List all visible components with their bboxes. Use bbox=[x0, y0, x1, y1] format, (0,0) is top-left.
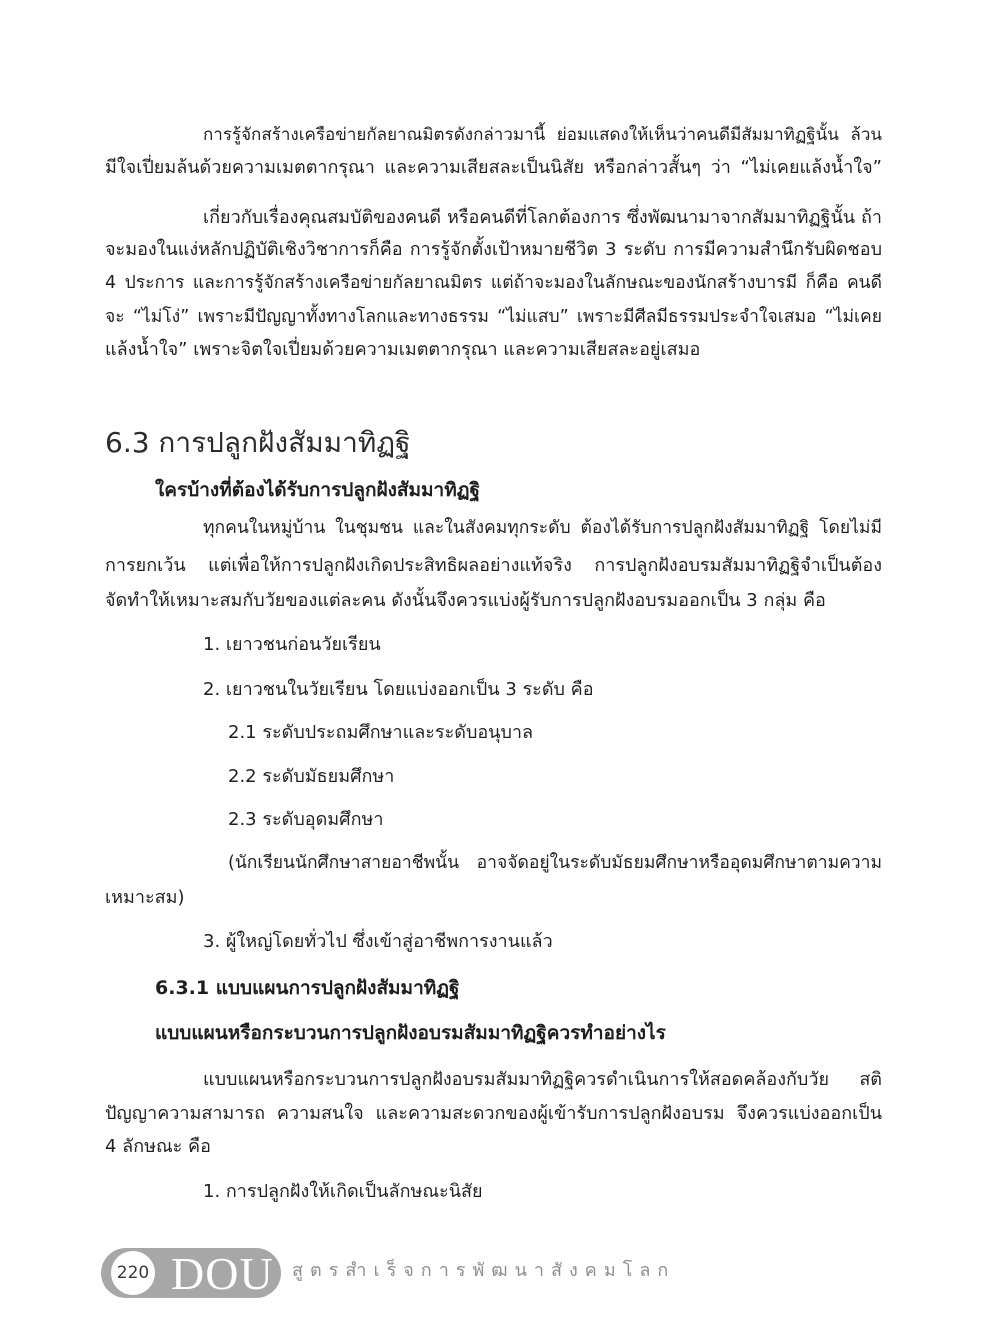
subsection-paragraph-line-1: แบบแผนหรือกระบวนการปลูกฝังอบรมสัมมาทิฏฐิควรดำเนินการให้สอดคล้องกับวัย สติ bbox=[203, 1069, 882, 1090]
intro-paragraph-2-line-2: จะมองในแง่หลักปฏิบัติเชิงวิชาการก็คือ การรู้จักตั้งเป้าหมายชีวิต 3 ระดับ การมีความสำนึกรับผิดชอบ bbox=[105, 239, 882, 260]
list-item-1: 1. เยาวชนก่อนวัยเรียน bbox=[203, 634, 381, 655]
list-note-line-1: (นักเรียนนักศึกษาสายอาชีพนั้น อาจจัดอยู่ในระดับมัธยมศึกษาหรืออุดมศึกษาตามความ bbox=[228, 853, 882, 873]
page-number: 220 bbox=[111, 1251, 155, 1295]
intro-paragraph-2-line-1: เกี่ยวกับเรื่องคุณสมบัติของคนดี หรือคนดีที่โลกต้องการ ซึ่งพัฒนามาจากสัมมาทิฏฐินั้น ถ้า bbox=[203, 207, 882, 228]
footer-badge bbox=[101, 1248, 281, 1298]
section-subheading: ใครบ้างที่ต้องได้รับการปลูกฝังสัมมาทิฏฐิ bbox=[155, 479, 480, 501]
intro-paragraph-2-line-4: จะ “ไม่โง่” เพราะมีปัญญาทั้งทางโลกและทางธรรม “ไม่แสบ” เพราะมีศีลมีธรรมประจำใจเสมอ “ไม่เคย bbox=[105, 307, 882, 327]
subsection-paragraph-line-2: ปัญญาความสามารถ ความสนใจ และความสะดวกของผู้เข้ารับการปลูกฝังอบรม จึงควรแบ่งออกเป็น bbox=[105, 1103, 882, 1124]
dou-logo: DOU bbox=[171, 1248, 274, 1299]
intro-paragraph-1-line-2: มีใจเปี่ยมล้นด้วยความเมตตากรุณา และความเสียสละเป็นนิสัย หรือกล่าวสั้นๆ ว่า “ไม่เคยแล้งน้ำใจ” bbox=[105, 157, 882, 178]
footer-book-title: สูตรสำเร็จการพัฒนาสังคมโลก bbox=[292, 1260, 676, 1281]
section-paragraph-line-3: จัดทำให้เหมาะสมกับวัยของแต่ละคน ดังนั้นจึงควรแบ่งผู้รับการปลูกฝังอบรมออกเป็น 3 กลุ่ม คือ bbox=[105, 590, 826, 611]
section-paragraph-line-1: ทุกคนในหมู่บ้าน ในชุมชน และในสังคมทุกระดับ ต้องได้รับการปลูกฝังสัมมาทิฏฐิ โดยไม่มี bbox=[203, 518, 882, 538]
section-heading: 6.3 การปลูกฝังสัมมาทิฏฐิ bbox=[105, 426, 411, 459]
list-note-line-2: เหมาะสม) bbox=[105, 887, 185, 908]
list-item-2-3: 2.3 ระดับอุดมศึกษา bbox=[228, 809, 384, 830]
list-item-2: 2. เยาวชนในวัยเรียน โดยแบ่งออกเป็น 3 ระดับ คือ bbox=[203, 679, 594, 700]
list-item-2-2: 2.2 ระดับมัธยมศึกษา bbox=[228, 766, 395, 787]
section-paragraph-line-2: การยกเว้น แต่เพื่อให้การปลูกฝังเกิดประสิทธิผลอย่างแท้จริง การปลูกฝังอบรมสัมมาทิฏฐิจำเป็นต้อง bbox=[105, 555, 882, 576]
subsection-paragraph-line-3: 4 ลักษณะ คือ bbox=[105, 1136, 211, 1157]
list-item-2-1: 2.1 ระดับประถมศึกษาและระดับอนุบาล bbox=[228, 722, 534, 743]
list-item-3: 3. ผู้ใหญ่โดยทั่วไป ซึ่งเข้าสู่อาชีพการงานแล้ว bbox=[203, 931, 553, 952]
intro-paragraph-2-line-3: 4 ประการ และการรู้จักสร้างเครือข่ายกัลยาณมิตร แต่ถ้าจะมองในลักษณะของนักสร้างบารมี ก็คือ คนดี bbox=[105, 273, 882, 293]
intro-paragraph-2-line-5: แล้งน้ำใจ” เพราะจิตใจเปี่ยมด้วยความเมตตากรุณา และความเสียสละอยู่เสมอ bbox=[105, 339, 701, 360]
subsection-heading: 6.3.1 แบบแผนการปลูกฝังสัมมาทิฏฐิ bbox=[155, 977, 460, 999]
subsection-list-item-1: 1. การปลูกฝังให้เกิดเป็นลักษณะนิสัย bbox=[203, 1181, 483, 1202]
intro-paragraph-1-line-1: การรู้จักสร้างเครือข่ายกัลยาณมิตรดังกล่าวมานี้ ย่อมแสดงให้เห็นว่าคนดีมีสัมมาทิฏฐินั้น ล้วน bbox=[203, 125, 882, 145]
subsection-question: แบบแผนหรือกระบวนการปลูกฝังอบรมสัมมาทิฏฐิควรทำอย่างไร bbox=[155, 1022, 666, 1044]
